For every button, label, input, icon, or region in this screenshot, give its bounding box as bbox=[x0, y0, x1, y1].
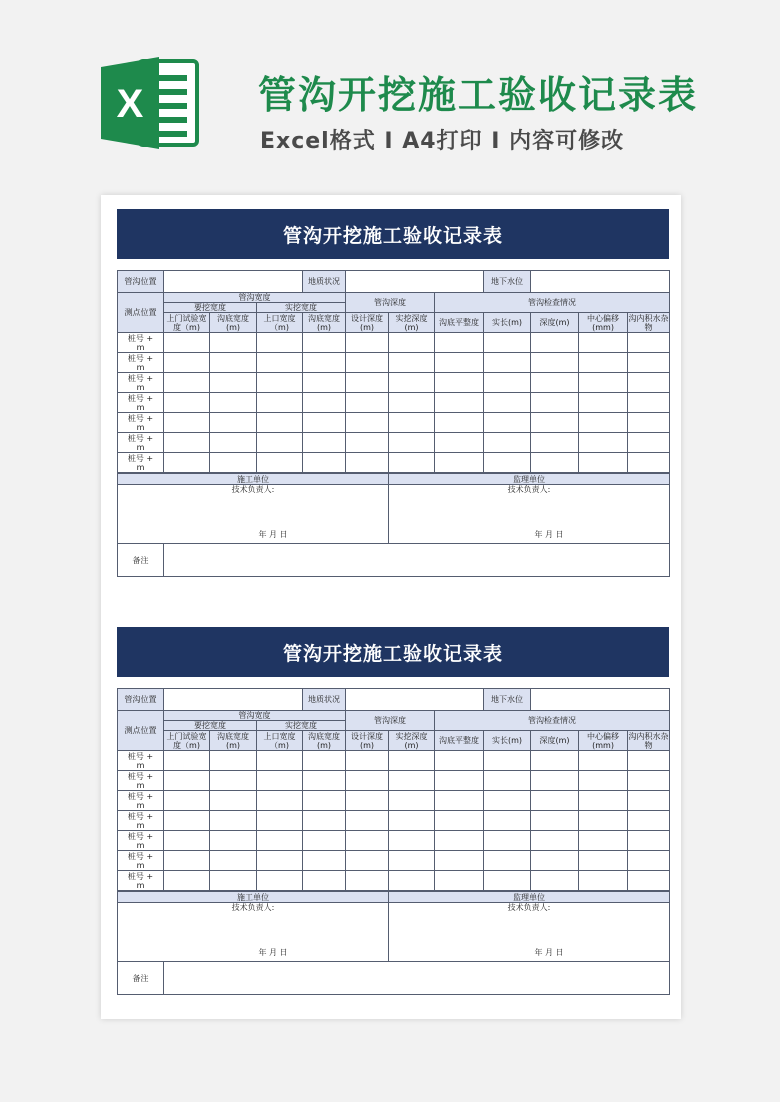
tech-lead-label: 技术负责人: bbox=[231, 903, 275, 912]
data-cell[interactable] bbox=[164, 871, 210, 891]
groundwater-label: 地下水位 bbox=[484, 689, 531, 711]
stake-cell[interactable] bbox=[118, 791, 164, 811]
data-cell[interactable] bbox=[303, 373, 346, 393]
data-cell[interactable] bbox=[531, 811, 579, 831]
column-header: 沟底宽度(m) bbox=[210, 731, 257, 751]
data-cell[interactable] bbox=[303, 751, 346, 771]
data-cell[interactable] bbox=[579, 771, 628, 791]
trench-width-label: 管沟宽度 bbox=[164, 711, 346, 721]
data-cell[interactable] bbox=[435, 433, 484, 453]
data-cell[interactable] bbox=[257, 871, 303, 891]
stake-label: 桩号 + bbox=[127, 771, 154, 781]
stake-unit: m bbox=[136, 800, 145, 810]
remarks-label: 备注 bbox=[118, 544, 164, 577]
data-cell[interactable] bbox=[346, 771, 389, 791]
data-cell[interactable] bbox=[389, 433, 435, 453]
data-cell[interactable] bbox=[579, 373, 628, 393]
column-header: 沟底宽度(m) bbox=[303, 313, 346, 333]
sub-title: Excel格式 I A4打印 I 内容可修改 bbox=[260, 129, 625, 154]
data-cell[interactable] bbox=[628, 771, 670, 791]
data-cell[interactable] bbox=[303, 453, 346, 473]
geology-value[interactable] bbox=[346, 271, 484, 293]
page-header bbox=[0, 0, 780, 190]
groundwater-value[interactable] bbox=[531, 271, 670, 293]
stake-cell[interactable] bbox=[118, 433, 164, 453]
data-cell[interactable] bbox=[346, 393, 389, 413]
data-cell[interactable] bbox=[346, 831, 389, 851]
stake-label: 桩号 + bbox=[127, 373, 154, 383]
main-title: 管沟开挖施工验收记录表 bbox=[258, 73, 699, 117]
data-cell[interactable] bbox=[579, 413, 628, 433]
groundwater-label: 地下水位 bbox=[484, 271, 531, 293]
stake-cell[interactable] bbox=[118, 871, 164, 891]
data-cell[interactable] bbox=[303, 871, 346, 891]
data-cell[interactable] bbox=[579, 791, 628, 811]
data-cell[interactable] bbox=[210, 771, 257, 791]
data-cell[interactable] bbox=[346, 851, 389, 871]
data-cell[interactable] bbox=[210, 851, 257, 871]
data-cell[interactable] bbox=[389, 851, 435, 871]
data-cell[interactable] bbox=[435, 393, 484, 413]
table-row bbox=[118, 333, 670, 353]
data-cell[interactable] bbox=[484, 333, 531, 353]
data-cell[interactable] bbox=[257, 333, 303, 353]
data-cell[interactable] bbox=[579, 831, 628, 851]
data-cell[interactable] bbox=[579, 751, 628, 771]
data-cell[interactable] bbox=[257, 353, 303, 373]
data-cell[interactable] bbox=[346, 871, 389, 891]
table-row bbox=[118, 751, 670, 771]
data-cell[interactable] bbox=[484, 393, 531, 413]
table-row bbox=[118, 373, 670, 393]
data-cell[interactable] bbox=[257, 771, 303, 791]
date-label: 年 月 日 bbox=[258, 530, 288, 539]
pipe-location-value[interactable] bbox=[164, 689, 303, 711]
data-cell[interactable] bbox=[579, 433, 628, 453]
remarks-label: 备注 bbox=[118, 962, 164, 995]
form-bottom bbox=[117, 627, 669, 995]
data-cell[interactable] bbox=[531, 831, 579, 851]
data-cell[interactable] bbox=[389, 393, 435, 413]
stake-unit: m bbox=[136, 880, 145, 890]
data-cell[interactable] bbox=[210, 433, 257, 453]
column-header: 上口宽度（m) bbox=[257, 313, 303, 333]
stake-label: 桩号 + bbox=[127, 433, 154, 443]
data-cell[interactable] bbox=[531, 373, 579, 393]
data-cell[interactable] bbox=[628, 871, 670, 891]
stake-label: 桩号 + bbox=[127, 791, 154, 801]
data-cell[interactable] bbox=[484, 791, 531, 811]
table-row bbox=[118, 413, 670, 433]
trench-depth-label: 管沟深度 bbox=[346, 711, 435, 731]
data-cell[interactable] bbox=[164, 851, 210, 871]
data-cell[interactable] bbox=[303, 831, 346, 851]
point-location-label: 测点位置 bbox=[118, 293, 164, 333]
construction-unit-label: 施工单位 bbox=[118, 474, 389, 485]
data-cell[interactable] bbox=[164, 373, 210, 393]
data-cell[interactable] bbox=[346, 811, 389, 831]
data-cell[interactable] bbox=[257, 831, 303, 851]
stake-unit: m bbox=[136, 462, 145, 472]
data-cell[interactable] bbox=[531, 771, 579, 791]
data-cell[interactable] bbox=[531, 333, 579, 353]
stake-unit: m bbox=[136, 780, 145, 790]
column-header: 上门试验宽度（m) bbox=[164, 731, 210, 751]
data-cell[interactable] bbox=[389, 831, 435, 851]
data-cell[interactable] bbox=[257, 453, 303, 473]
data-cell[interactable] bbox=[346, 751, 389, 771]
data-cell[interactable] bbox=[628, 373, 670, 393]
table-row bbox=[118, 353, 670, 373]
data-cell[interactable] bbox=[210, 791, 257, 811]
data-cell[interactable] bbox=[389, 333, 435, 353]
tech-lead-label: 技术负责人: bbox=[231, 485, 275, 494]
data-cell[interactable] bbox=[210, 393, 257, 413]
data-cell[interactable] bbox=[389, 811, 435, 831]
data-cell[interactable] bbox=[164, 453, 210, 473]
column-header: 实长(m) bbox=[484, 313, 531, 333]
data-cell[interactable] bbox=[164, 393, 210, 413]
tech-lead-label: 技术负责人: bbox=[507, 903, 551, 912]
form-top bbox=[117, 209, 669, 577]
data-cell[interactable] bbox=[579, 851, 628, 871]
stake-unit: m bbox=[136, 422, 145, 432]
required-width-label: 要挖宽度 bbox=[164, 721, 257, 731]
data-cell[interactable] bbox=[389, 453, 435, 473]
stake-unit: m bbox=[136, 840, 145, 850]
data-cell[interactable] bbox=[531, 433, 579, 453]
data-cell[interactable] bbox=[484, 453, 531, 473]
data-cell[interactable] bbox=[484, 851, 531, 871]
form-title: 管沟开挖施工验收记录表 bbox=[117, 209, 669, 259]
column-header: 设计深度(m) bbox=[346, 313, 389, 333]
data-cell[interactable] bbox=[628, 413, 670, 433]
form-title: 管沟开挖施工验收记录表 bbox=[117, 627, 669, 677]
data-cell[interactable] bbox=[484, 771, 531, 791]
stake-cell[interactable] bbox=[118, 353, 164, 373]
column-header: 沟内积水杂物 bbox=[628, 731, 669, 750]
pipe-location-value[interactable] bbox=[164, 271, 303, 293]
stake-cell[interactable] bbox=[118, 831, 164, 851]
stake-cell[interactable] bbox=[118, 373, 164, 393]
pipe-location-label: 管沟位置 bbox=[118, 271, 164, 293]
actual-width-label: 实挖宽度 bbox=[257, 721, 346, 731]
construction-sign-cell[interactable] bbox=[118, 903, 389, 962]
required-width-label: 要挖宽度 bbox=[164, 303, 257, 313]
geology-value[interactable] bbox=[346, 689, 484, 711]
data-cell[interactable] bbox=[346, 413, 389, 433]
data-cell[interactable] bbox=[210, 831, 257, 851]
form-sheet bbox=[101, 195, 681, 1019]
data-cell[interactable] bbox=[628, 791, 670, 811]
trench-check-label: 管沟检查情况 bbox=[435, 293, 670, 313]
data-cell[interactable] bbox=[303, 791, 346, 811]
stake-cell[interactable] bbox=[118, 751, 164, 771]
geology-label: 地质状况 bbox=[303, 271, 346, 293]
data-cell[interactable] bbox=[210, 373, 257, 393]
data-cell[interactable] bbox=[435, 871, 484, 891]
column-header: 设计深度(m) bbox=[346, 731, 389, 751]
data-cell[interactable] bbox=[628, 811, 670, 831]
data-cell[interactable] bbox=[164, 831, 210, 851]
geology-label: 地质状况 bbox=[303, 689, 346, 711]
data-cell[interactable] bbox=[303, 811, 346, 831]
data-cell[interactable] bbox=[628, 831, 670, 851]
data-cell[interactable] bbox=[257, 433, 303, 453]
column-header: 沟底宽度(m) bbox=[303, 731, 346, 751]
column-header: 实长(m) bbox=[484, 731, 531, 751]
column-header: 深度(m) bbox=[531, 313, 579, 333]
data-cell[interactable] bbox=[303, 353, 346, 373]
data-cell[interactable] bbox=[435, 791, 484, 811]
date-label: 年 月 日 bbox=[534, 948, 564, 957]
data-cell[interactable] bbox=[164, 791, 210, 811]
data-cell[interactable] bbox=[303, 333, 346, 353]
data-cell[interactable] bbox=[389, 413, 435, 433]
date-label: 年 月 日 bbox=[534, 530, 564, 539]
stake-unit: m bbox=[136, 362, 145, 372]
data-cell[interactable] bbox=[579, 453, 628, 473]
data-cell[interactable] bbox=[435, 771, 484, 791]
construction-sign-cell[interactable] bbox=[118, 485, 389, 544]
table-row bbox=[118, 831, 670, 851]
pipe-location-label: 管沟位置 bbox=[118, 689, 164, 711]
data-cell[interactable] bbox=[346, 453, 389, 473]
data-cell[interactable] bbox=[257, 811, 303, 831]
signature-table bbox=[117, 891, 670, 995]
data-cell[interactable] bbox=[435, 831, 484, 851]
data-cell[interactable] bbox=[579, 333, 628, 353]
data-cell[interactable] bbox=[531, 393, 579, 413]
inspection-table bbox=[117, 270, 670, 473]
svg-text:X: X bbox=[116, 82, 144, 126]
table-row bbox=[118, 791, 670, 811]
data-cell[interactable] bbox=[257, 373, 303, 393]
data-cell[interactable] bbox=[346, 791, 389, 811]
column-header: 实挖深度(m) bbox=[389, 731, 435, 751]
data-cell[interactable] bbox=[164, 751, 210, 771]
data-cell[interactable] bbox=[579, 393, 628, 413]
data-cell[interactable] bbox=[531, 413, 579, 433]
stake-unit: m bbox=[136, 760, 145, 770]
table-row bbox=[118, 393, 670, 413]
data-cell[interactable] bbox=[164, 413, 210, 433]
supervision-unit-label: 监理单位 bbox=[389, 892, 670, 903]
data-cell[interactable] bbox=[484, 811, 531, 831]
stake-label: 桩号 + bbox=[127, 413, 154, 423]
stake-unit: m bbox=[136, 860, 145, 870]
data-cell[interactable] bbox=[164, 811, 210, 831]
column-header: 沟内积水杂物 bbox=[628, 313, 669, 332]
date-label: 年 月 日 bbox=[258, 948, 288, 957]
column-header: 深度(m) bbox=[531, 731, 579, 751]
data-cell[interactable] bbox=[257, 851, 303, 871]
data-cell[interactable] bbox=[628, 433, 670, 453]
data-cell[interactable] bbox=[257, 393, 303, 413]
stake-cell[interactable] bbox=[118, 333, 164, 353]
data-cell[interactable] bbox=[164, 353, 210, 373]
data-cell[interactable] bbox=[210, 811, 257, 831]
data-cell[interactable] bbox=[531, 353, 579, 373]
supervision-sign-cell[interactable] bbox=[389, 903, 670, 962]
data-cell[interactable] bbox=[303, 393, 346, 413]
data-cell[interactable] bbox=[389, 871, 435, 891]
table-row bbox=[118, 851, 670, 871]
data-cell[interactable] bbox=[303, 433, 346, 453]
trench-width-label: 管沟宽度 bbox=[164, 293, 346, 303]
data-cell[interactable] bbox=[579, 353, 628, 373]
data-cell[interactable] bbox=[389, 791, 435, 811]
data-cell[interactable] bbox=[484, 373, 531, 393]
data-cell[interactable] bbox=[346, 433, 389, 453]
column-header: 上口宽度（m) bbox=[257, 731, 303, 751]
data-cell[interactable] bbox=[303, 851, 346, 871]
data-cell[interactable] bbox=[484, 831, 531, 851]
data-cell[interactable] bbox=[303, 771, 346, 791]
column-header: 沟底平整度 bbox=[435, 731, 484, 751]
remarks-value[interactable] bbox=[164, 962, 670, 995]
data-cell[interactable] bbox=[435, 333, 484, 353]
stake-cell[interactable] bbox=[118, 851, 164, 871]
data-cell[interactable] bbox=[484, 433, 531, 453]
signature-table bbox=[117, 473, 670, 577]
data-cell[interactable] bbox=[435, 851, 484, 871]
data-cell[interactable] bbox=[210, 751, 257, 771]
data-cell[interactable] bbox=[531, 871, 579, 891]
construction-unit-label: 施工单位 bbox=[118, 892, 389, 903]
data-cell[interactable] bbox=[628, 851, 670, 871]
stake-cell[interactable] bbox=[118, 811, 164, 831]
data-cell[interactable] bbox=[389, 373, 435, 393]
data-cell[interactable] bbox=[628, 333, 670, 353]
stake-cell[interactable] bbox=[118, 393, 164, 413]
point-location-label: 测点位置 bbox=[118, 711, 164, 751]
column-header: 上门试验宽度（m) bbox=[164, 313, 210, 333]
inspection-table bbox=[117, 688, 670, 891]
data-cell[interactable] bbox=[389, 771, 435, 791]
supervision-sign-cell[interactable] bbox=[389, 485, 670, 544]
stake-label: 桩号 + bbox=[127, 871, 154, 881]
data-cell[interactable] bbox=[164, 771, 210, 791]
data-cell[interactable] bbox=[210, 333, 257, 353]
data-cell[interactable] bbox=[579, 811, 628, 831]
data-cell[interactable] bbox=[628, 453, 670, 473]
data-cell[interactable] bbox=[303, 413, 346, 433]
data-cell[interactable] bbox=[210, 413, 257, 433]
stake-cell[interactable] bbox=[118, 453, 164, 473]
remarks-value[interactable] bbox=[164, 544, 670, 577]
column-header: 沟底宽度(m) bbox=[210, 313, 257, 333]
data-cell[interactable] bbox=[257, 413, 303, 433]
groundwater-value[interactable] bbox=[531, 689, 670, 711]
supervision-unit-label: 监理单位 bbox=[389, 474, 670, 485]
tech-lead-label: 技术负责人: bbox=[507, 485, 551, 494]
table-row bbox=[118, 453, 670, 473]
data-cell[interactable] bbox=[210, 871, 257, 891]
data-cell[interactable] bbox=[435, 811, 484, 831]
data-cell[interactable] bbox=[531, 851, 579, 871]
trench-check-label: 管沟检查情况 bbox=[435, 711, 670, 731]
data-cell[interactable] bbox=[484, 751, 531, 771]
data-cell[interactable] bbox=[531, 791, 579, 811]
column-header: 中心偏移(mm) bbox=[579, 731, 628, 751]
data-cell[interactable] bbox=[435, 751, 484, 771]
stake-unit: m bbox=[136, 402, 145, 412]
stake-unit: m bbox=[136, 342, 145, 352]
data-cell[interactable] bbox=[484, 413, 531, 433]
stake-cell[interactable] bbox=[118, 771, 164, 791]
data-cell[interactable] bbox=[531, 453, 579, 473]
table-row bbox=[118, 811, 670, 831]
data-cell[interactable] bbox=[164, 333, 210, 353]
data-cell[interactable] bbox=[389, 353, 435, 373]
data-cell[interactable] bbox=[531, 751, 579, 771]
data-cell[interactable] bbox=[346, 353, 389, 373]
data-cell[interactable] bbox=[210, 453, 257, 473]
data-cell[interactable] bbox=[435, 413, 484, 433]
data-cell[interactable] bbox=[257, 751, 303, 771]
table-row bbox=[118, 771, 670, 791]
stake-label: 桩号 + bbox=[127, 751, 154, 761]
data-cell[interactable] bbox=[628, 393, 670, 413]
stake-unit: m bbox=[136, 442, 145, 452]
stake-unit: m bbox=[136, 820, 145, 830]
stake-label: 桩号 + bbox=[127, 453, 154, 463]
data-cell[interactable] bbox=[346, 333, 389, 353]
column-header: 实挖深度(m) bbox=[389, 313, 435, 333]
data-cell[interactable] bbox=[435, 353, 484, 373]
column-header: 沟底平整度 bbox=[435, 313, 484, 333]
data-cell[interactable] bbox=[257, 791, 303, 811]
table-row bbox=[118, 433, 670, 453]
data-cell[interactable] bbox=[484, 871, 531, 891]
column-header: 中心偏移(mm) bbox=[579, 313, 628, 333]
table-row bbox=[118, 871, 670, 891]
data-cell[interactable] bbox=[164, 433, 210, 453]
data-cell[interactable] bbox=[389, 751, 435, 771]
data-cell[interactable] bbox=[210, 353, 257, 373]
data-cell[interactable] bbox=[579, 871, 628, 891]
trench-depth-label: 管沟深度 bbox=[346, 293, 435, 313]
stake-cell[interactable] bbox=[118, 413, 164, 433]
stake-label: 桩号 + bbox=[127, 851, 154, 861]
stake-unit: m bbox=[136, 382, 145, 392]
stake-label: 桩号 + bbox=[127, 333, 154, 343]
stake-label: 桩号 + bbox=[127, 393, 154, 403]
actual-width-label: 实挖宽度 bbox=[257, 303, 346, 313]
data-cell[interactable] bbox=[346, 373, 389, 393]
stake-label: 桩号 + bbox=[127, 353, 154, 363]
stake-label: 桩号 + bbox=[127, 831, 154, 841]
data-cell[interactable] bbox=[484, 353, 531, 373]
data-cell[interactable] bbox=[435, 453, 484, 473]
data-cell[interactable] bbox=[628, 751, 670, 771]
data-cell[interactable] bbox=[628, 353, 670, 373]
stake-label: 桩号 + bbox=[127, 811, 154, 821]
excel-logo-icon bbox=[101, 57, 201, 149]
data-cell[interactable] bbox=[435, 373, 484, 393]
